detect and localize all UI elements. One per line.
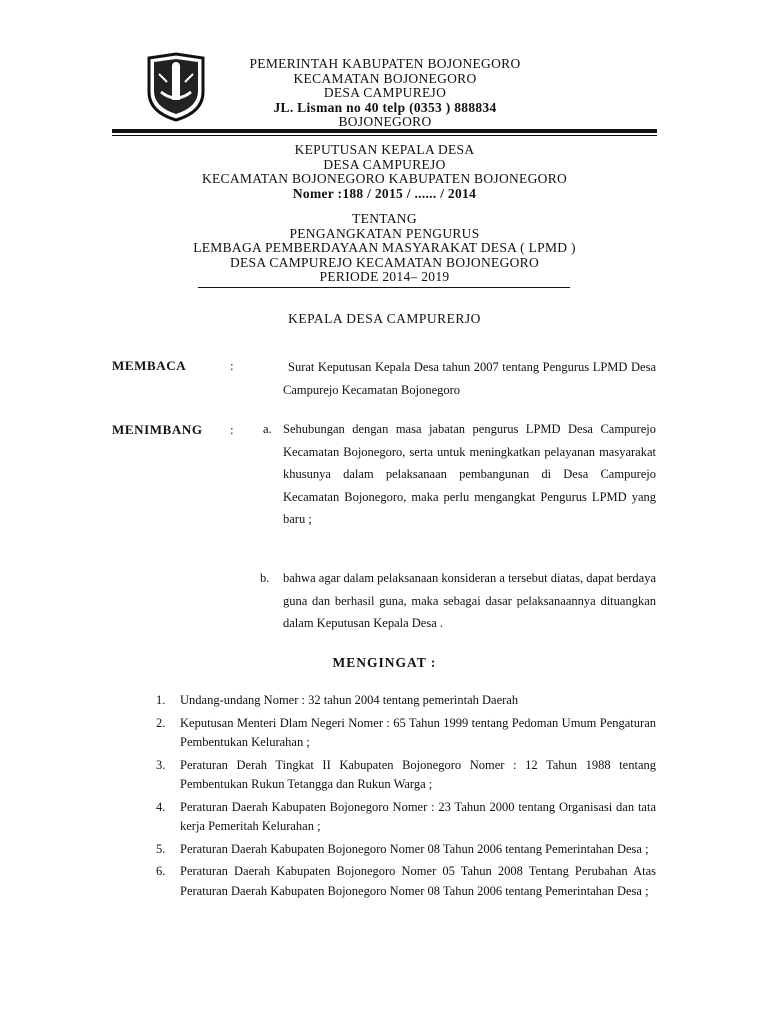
letterhead-address: JL. Lisman no 40 telp (0353 ) 888834 <box>273 99 497 115</box>
kepala-desa-heading: KEPALA DESA CAMPURERJO <box>288 311 481 326</box>
mengingat-list <box>156 691 656 904</box>
membaca-text: Surat Keputusan Kepala Desa tahun 2007 tentang Pengurus LPMD Desa Campurejo Kecamatan Bojonegoro <box>283 360 656 397</box>
letterhead <box>215 57 555 130</box>
menimbang-marker-b: b. <box>260 571 270 585</box>
list-item: 4. Peraturan Daerah Kabupaten Bojonegoro Nomer : 23 Tahun 2000 tentang Organisasi dan tata kerja Pemeritah Kelurahan ; <box>156 799 656 833</box>
letterhead-rule-thick <box>112 129 657 133</box>
list-item: 3. Peraturan Derah Tingkat II Kabupaten Bojonegoro Nomer : 12 Tahun 1988 tentang Pembentukan Rukun Tetangga dan Rukun Warga ; <box>156 757 656 791</box>
subject-line-5: PERIODE 2014– 2019 <box>319 269 450 284</box>
list-item: 2. Keputusan Menteri Dlam Negeri Nomer : 65 Tahun 1999 tentang Pedoman Umum Pengaturan Pembentukan Kelurahan ; <box>156 715 656 749</box>
mengingat-heading: MENGINGAT : <box>332 655 437 670</box>
menimbang-item-a: Sehubungan dengan masa jabatan pengurus LPMD Desa Campurejo Kecamatan Bojonegoro, serta untuk meningkatkan pelayanan masyarakat khusunya dalam pelaksanaan pembangunan di Desa Campurejo Kecamatan Bojonegoro, maka perlu mengangkat Pengurus LPMD yang baru ; <box>283 422 656 526</box>
decision-title <box>112 143 657 201</box>
decision-line-2: DESA CAMPUREJO <box>323 156 446 172</box>
letterhead-district: KECAMATAN BOJONEGORO <box>293 70 477 86</box>
letterhead-rule-thin <box>112 135 657 136</box>
subject-line-1: TENTANG <box>352 211 417 226</box>
subject-line-3: LEMBAGA PEMBERDAYAAN MASYARAKAT DESA ( LPMD ) <box>193 240 576 255</box>
letterhead-city: BOJONEGORO <box>338 114 432 129</box>
menimbang-label: MENIMBANG <box>112 422 203 437</box>
letterhead-government: PEMERINTAH KABUPATEN BOJONEGORO <box>249 56 521 71</box>
subject-title <box>112 212 657 285</box>
decision-number: Nomer :188 / 2015 / ...... / 2014 <box>292 185 477 201</box>
menimbang-colon: : <box>230 422 234 437</box>
membaca-colon: : <box>230 358 234 373</box>
list-item: 6. Peraturan Daerah Kabupaten Bojonegoro Nomer 05 Tahun 2008 Tentang Perubahan Atas Peraturan Daerah Kabupaten Bojonegoro Nomer 08 Tahun 2006 tentang Pemerintahan Desa ; <box>156 864 656 898</box>
letterhead-village: DESA CAMPUREJO <box>323 85 447 100</box>
menimbang-marker-a: a. <box>263 422 272 436</box>
subject-line-2: PENGANGKATAN PENGURUS <box>289 225 480 241</box>
membaca-label: MEMBACA <box>112 358 187 373</box>
bojonegoro-emblem-icon <box>145 52 207 122</box>
decision-line-3: KECAMATAN BOJONEGORO KABUPATEN BOJONEGORO <box>201 171 568 186</box>
decision-line-1: KEPUTUSAN KEPALA DESA <box>294 142 475 157</box>
list-item: 1. Undang-undang Nomer : 32 tahun 2004 tentang pemerintah Daerah <box>156 693 519 707</box>
menimbang-item-b: bahwa agar dalam pelaksanaan konsideran a tersebut diatas, dapat berdaya guna dan berhasil guna, maka sebagai dasar pelaksanaannya dituangkan dalam Keputusan Kepala Desa . <box>283 571 656 630</box>
list-item: 5. Peraturan Daerah Kabupaten Bojonegoro Nomer 08 Tahun 2006 tentang Pemerintahan Desa ; <box>156 841 649 856</box>
subject-underline <box>198 287 570 288</box>
subject-line-4: DESA CAMPUREJO KECAMATAN BOJONEGORO <box>229 254 540 270</box>
